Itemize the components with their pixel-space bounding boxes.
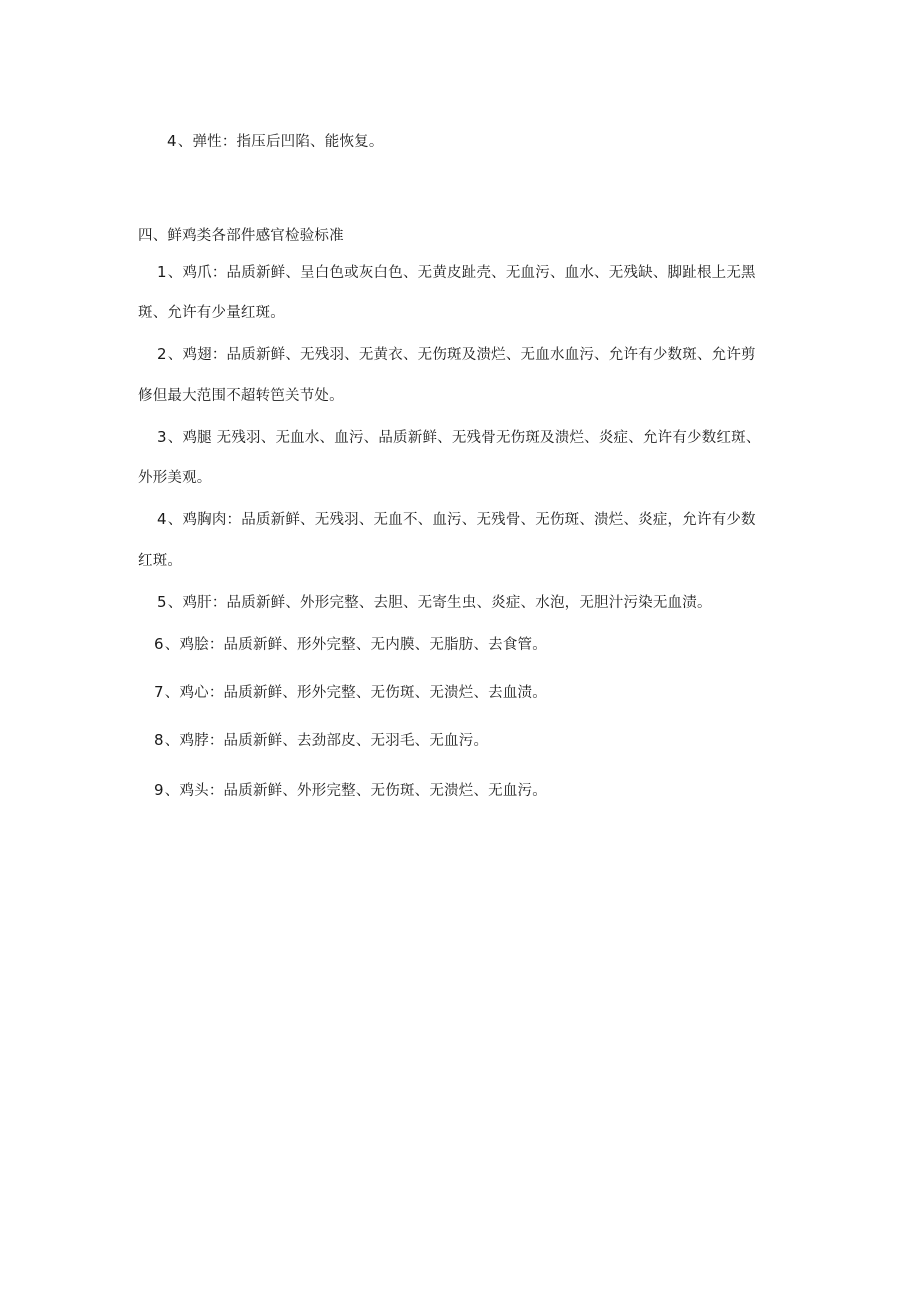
item-number: 9: [154, 781, 164, 799]
list-item-line: [154, 682, 547, 703]
list-item-continuation: 外形美观。: [138, 470, 212, 486]
list-item-line: [157, 344, 756, 365]
list-item-line: [154, 780, 547, 801]
section-heading: 四、鲜鸡类各部件感官检验标准: [138, 228, 344, 244]
item-text: 、鸡心：品质新鲜、形外完整、无伤斑、无溃烂、去血渍。: [164, 685, 547, 701]
item-number: 2: [157, 345, 167, 363]
list-item-continuation: 修但最大范围不超转笆关节处。: [138, 388, 344, 404]
list-item-line: [157, 262, 756, 283]
item-text: 、鸡爪：品质新鲜、呈白色或灰白色、无黄皮趾壳、无血污、血水、无残缺、脚趾根上无黑: [167, 265, 756, 281]
item-number: 5: [157, 593, 167, 611]
list-item-line: [154, 634, 547, 655]
item-text: 、鸡腿 无残羽、无血水、血污、品质新鲜、无残骨无伤斑及溃烂、炎症、允许有少数红斑、: [167, 430, 761, 446]
list-item-line: [157, 427, 761, 448]
item-number: 6: [154, 635, 164, 653]
list-item-continuation: 斑、允许有少量红斑。: [138, 305, 285, 321]
item-text: 、弹性：指压后凹陷、能恢复。: [177, 134, 384, 150]
item-text: 、鸡头：品质新鲜、外形完整、无伤斑、无溃烂、无血污。: [164, 783, 547, 799]
item-text: 、鸡脖：品质新鲜、去劲部皮、无羽毛、无血污。: [164, 733, 489, 749]
list-item-line: [154, 730, 488, 751]
item-text: 、鸡胸肉：品质新鲜、无残羽、无血不、血污、无残骨、无伤斑、溃烂、炎症，允许有少数: [167, 512, 756, 528]
item-number: 7: [154, 683, 164, 701]
item-text: 、鸡肝：品质新鲜、外形完整、去胆、无寄生虫、炎症、水泡，无胆汁污染无血渍。: [167, 595, 712, 611]
item-number: 4: [167, 132, 177, 150]
list-item-continuation: 红斑。: [138, 553, 183, 569]
list-item-line: [157, 592, 712, 613]
item-elasticity: [167, 131, 384, 152]
item-number: 3: [157, 428, 167, 446]
item-number: 8: [154, 731, 164, 749]
item-number: 1: [157, 263, 167, 281]
item-number: 4: [157, 510, 167, 528]
item-text: 、鸡翅：品质新鲜、无残羽、无黄衣、无伤斑及溃烂、无血水血污、允许有少数斑、允许剪: [167, 347, 756, 363]
item-text: 、鸡脍：品质新鲜、形外完整、无内膜、无脂肪、去食管。: [164, 637, 547, 653]
list-item-line: [157, 509, 756, 530]
